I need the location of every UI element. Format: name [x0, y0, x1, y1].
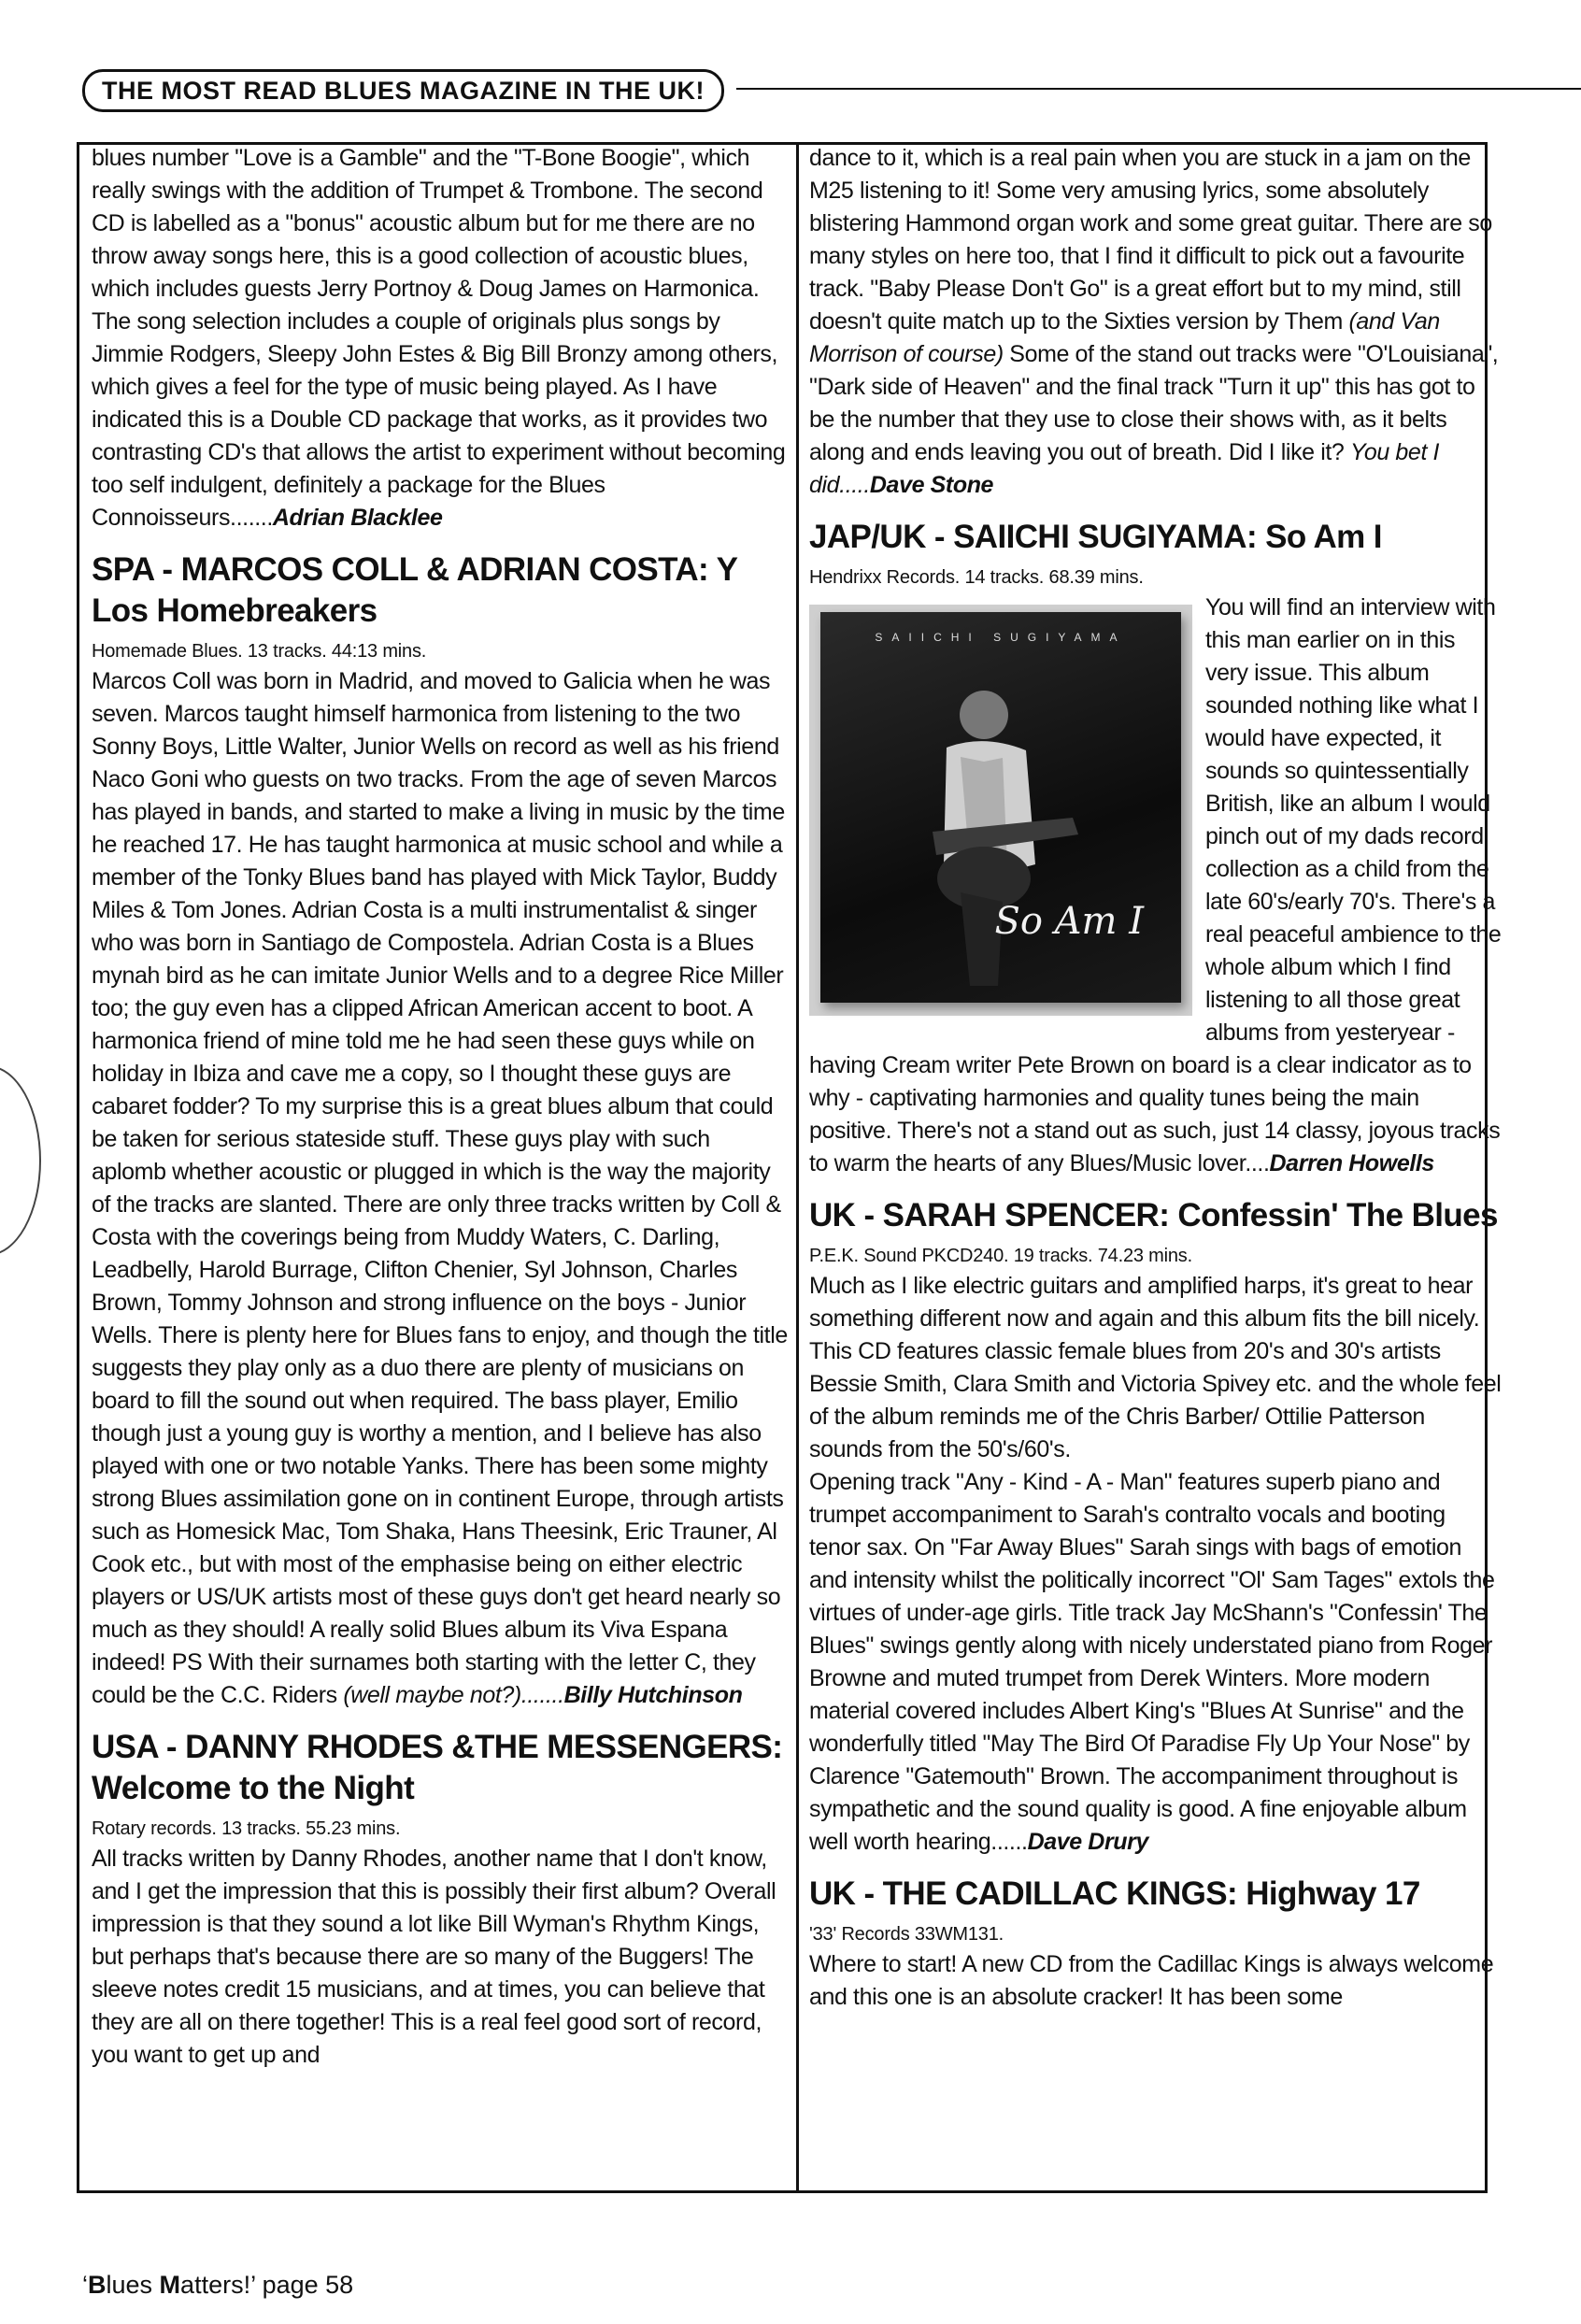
review-meta-sugiyama: Hendrixx Records. 14 tracks. 68.39 mins. [809, 567, 1144, 588]
masthead-banner [82, 69, 1581, 110]
continued-body: dance to it, which is a real pain when you are stuck in a jam on the M25 listening to it! Some very amusing lyrics, some absolutely blistering Hammond organ work and some great guitar. There are so many styles on here too, that I find it difficult to pick out a favourite track. "Baby Please Don't Go" is a great effort but to my mind, still doesn't quite match up to the Sixties version by Them [809, 145, 1492, 335]
page-number: page 58 [255, 2271, 354, 2299]
review-aside: (well maybe not?)....... [343, 1682, 564, 1708]
left-column [92, 142, 789, 2072]
review-title-sarah-spencer: UK - SARAH SPENCER: Confessin' The Blues [809, 1197, 1498, 1233]
continued-aside: (and Van Morrison of course) [809, 308, 1440, 367]
footer-word-atters: atters!’ [180, 2271, 256, 2299]
footer-word-lues: lues [106, 2271, 160, 2299]
review-signature: Dave Drury [1027, 1829, 1148, 1855]
review-body-coll-costa [92, 665, 789, 1712]
review-meta-cadillac-kings: '33' Records 33WM131. [809, 1924, 1004, 1945]
review-title-coll-costa: SPA - MARCOS COLL & ADRIAN COSTA: Y Los Homebreakers [92, 551, 737, 629]
footer-initial-m: M [159, 2271, 181, 2299]
review-title-sugiyama: JAP/UK - SAIICHI SUGIYAMA: So Am I [809, 519, 1382, 555]
right-column [809, 142, 1503, 2014]
continued-signature: Dave Stone [869, 472, 994, 498]
continued-text [809, 142, 1503, 502]
review-meta-sarah-spencer: P.E.K. Sound PKCD240. 19 tracks. 74.23 mins. [809, 1246, 1192, 1266]
review-title-danny-rhodes: USA - DANNY RHODES &THE MESSENGERS: Welcome to the Night [92, 1729, 783, 1806]
review-title-cadillac-kings: UK - THE CADILLAC KINGS: Highway 17 [809, 1875, 1420, 1912]
continued-body-2: Some of the stand out tracks were "O'Louisiana", "Dark side of Heaven" and the final track "Turn it up" this has got to be the number that they use to close their shows with, as it belts along and ends leaving you out of breath. Did I like it? [809, 341, 1499, 465]
footer-quote: ‘ [82, 2271, 88, 2299]
review-text: Opening track "Any - Kind - A - Man" features superb piano and trumpet accompaniment to Sarah's contralto vocals and booting tenor sax. On "Far Away Blues" Sarah sings with bags of emotion and intensity whilst the politically incorrect "Ol' Sam Tages" extols the virtues of under-age girls. Title track Jay McShann's "Confessin' The Blues" swings gently along with nicely understated piano from Roger Browne and muted trumpet from Derek Winters. More modern material covered includes Albert King's "Blues At Sunrise" and the wonderfully titled "May The Bird Of Paradise Fly Up Your Nose" by Clarence "Gatemouth" Brown. The accompaniment throughout is sympathetic and the sound quality is good. A fine enjoyable album well worth hearing...... [809, 1469, 1495, 1855]
review-signature: Billy Hutchinson [563, 1682, 743, 1708]
review-body-sarah-spencer-2 [809, 1466, 1503, 1859]
intro-body: blues number "Love is a Gamble" and the "T-Bone Boogie", which really swings with the addition of Trumpet & Trombone. The second CD is labelled as a "bonus" acoustic album but for me there are no throw away songs here, this is a good collection of acoustic blues, which includes guests Jerry Portnoy & Doug James on Harmonica. The song selection includes a couple of originals plus songs by Jimmie Rodgers, Sleepy John Estes & Big Bill Bronzy among others, which gives a feel for the type of music being played. As I have indicated this is a Double CD package that works, as it provides two contrasting CD's that allows the artist to experiment without becoming too self indulgent, definitely a package for the Blues Connoisseurs....... [92, 145, 786, 531]
column-divider [796, 142, 799, 2193]
footer-initial-b: B [88, 2271, 107, 2299]
banner-label: THE MOST READ BLUES MAGAZINE IN THE UK! [82, 69, 724, 112]
intro-signature: Adrian Blacklee [272, 505, 443, 531]
review-body-sarah-spencer: Much as I like electric guitars and amplified harps, it's great to hear something different now and again and this album fits the bill nicely. This CD features classic female blues from 20's and 30's artists Bessie Smith, Clara Smith and Victoria Spivey etc. and the whole feel of the album reminds me of the Chris Barber/ Ottilie Patterson sounds from the 50's/60's. [809, 1273, 1502, 1462]
album-cover-script: So Am I [994, 900, 1144, 943]
review-signature: Darren Howells [1269, 1150, 1434, 1176]
review-body-cadillac-kings: Where to start! A new CD from the Cadillac Kings is always welcome and this one is an absolute cracker! It has been some [809, 1951, 1494, 2010]
intro-text [92, 142, 789, 535]
review-meta-coll-costa: Homemade Blues. 13 tracks. 44:13 mins. [92, 641, 427, 662]
page-footer [82, 2271, 353, 2300]
page-edge-circle [0, 1065, 41, 1256]
album-cover [820, 612, 1181, 1003]
banner-rule [736, 88, 1581, 90]
album-cover-title: SAIICHI SUGIYAMA [875, 631, 1127, 644]
review-meta-danny-rhodes: Rotary records. 13 tracks. 55.23 mins. [92, 1818, 401, 1839]
album-cover-image [809, 605, 1192, 1016]
review-text: You will find an interview with this man earlier on in this very issue. This album sounded nothing like what I would have expected, it sounds so quintessentially British, like an album I would pinch out of my dads record collection as a child from the late 60's/early 70's. There's a real peaceful ambience to the whole album which I find listening to all those great albums from yesteryear - having Cream writer Pete Brown on board is a clear indicator as to why - captivating harmonies and quality tunes being the main positive. There's not a stand out as such, just 14 classy, joyous tracks to warm the hearts of any Blues/Music lover.... [809, 594, 1502, 1176]
review-body-danny-rhodes: All tracks written by Danny Rhodes, another name that I don't know, and I get the impression that this is possibly their first album? Overall impression is that they sound a lot like Bill Wyman's Rhythm Kings, but perhaps that's because there are so many of the Buggers! The sleeve notes credit 15 musicians, and at times, you can believe that they are all on there together! This is a real feel good sort of record, you want to get up and [92, 1846, 776, 2068]
continued-quip: You bet I did..... [809, 439, 1440, 498]
review-text: Marcos Coll was born in Madrid, and moved to Galicia when he was seven. Marcos taught himself harmonica from listening to the two Sonny Boys, Little Walter, Junior Wells on record as well as his friend Naco Goni who guests on two tracks. From the age of seven Marcos has played in bands, and started to make a living in music by the time he reached 17. He has taught harmonica at music school and while a member of the Tonky Blues band has played with Mick Taylor, Buddy Miles & Tom Jones. Adrian Costa is a multi instrumentalist & singer who was born in Santiago de Compostela. Adrian Costa is a Blues mynah bird as he can imitate Junior Wells and to a degree Rice Miller too; the guy even has a clipped African American accent to boot. A harmonica friend of mine told me he had seen these guys while on holiday in Ibiza and cave me a copy, so I thought these guys are cabaret fodder? To my surprise this is a great blues album that could be taken for serious stateside stuff. These guys play with such aplomb whether acoustic or plugged in which is the way the majority of the tracks are slanted. There are only three tracks written by Coll & Costa with the coverings being from Muddy Waters, C. Darling, Leadbelly, Harold Burrage, Clifton Chenier, Syl Johnson, Charles Brown, Tommy Johnson and strong influence on the boys - Junior Wells. There is plenty here for Blues fans to enjoy, and though the title suggests they play only as a duo there are plenty of musicians on board to fill the sound out when required. The bass player, Emilio though just a young guy is worthy a mention, and I believe has also played with one or two notable Yanks. There has been some mighty strong Blues assimilation gone on in continent Europe, through artists such as Homesick Mac, Tom Shaka, Hans Theesink, Eric Trauner, Al Cook etc., but with most of the emphasise being on either electric players or US/UK artists most of these guys don't get heard nearly so much as they should! A really solid Blues album its Viva Espana indeed! PS With their surnames both starting with the letter C, they could be the C.C. Riders [92, 668, 788, 1708]
